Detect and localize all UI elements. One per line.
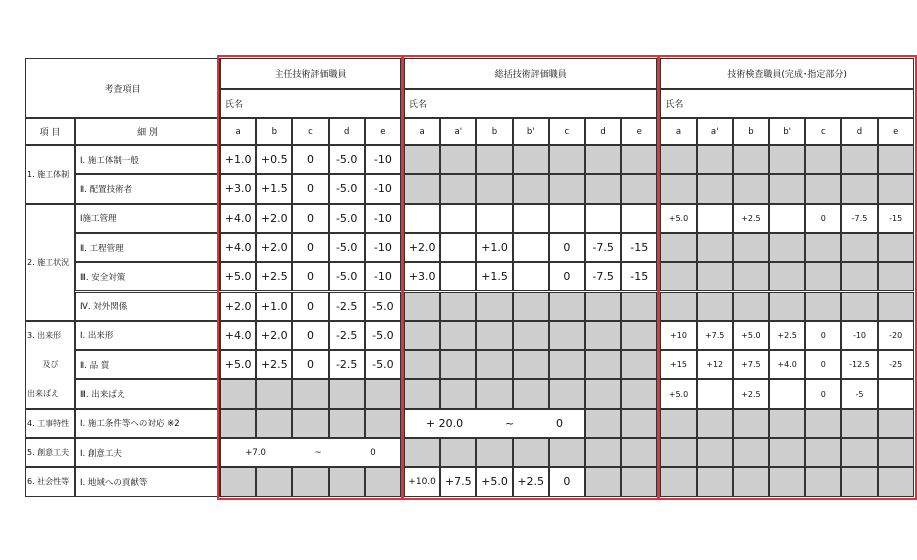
- score-cell: +5.0: [220, 350, 256, 379]
- score-cell: 0: [805, 350, 841, 379]
- score-cell: +2.5: [513, 467, 549, 496]
- score-cell: [585, 145, 621, 174]
- score-cell: [769, 204, 805, 233]
- score-cell: +2.0: [256, 321, 292, 350]
- score-cell: [805, 292, 841, 321]
- score-cell: [878, 174, 914, 203]
- score-cell: [621, 292, 657, 321]
- score-cell: [220, 409, 256, 438]
- score-cell: 0: [292, 204, 328, 233]
- item-label: Ⅱ. 品 質: [75, 350, 220, 379]
- score-cell: [733, 292, 769, 321]
- subcol-header: a': [697, 118, 733, 145]
- score-cell: [440, 379, 476, 408]
- score-cell: [769, 467, 805, 496]
- score-cell: [733, 467, 769, 496]
- group-title-1: 主任技術評価職員: [220, 58, 401, 89]
- score-cell: [365, 379, 401, 408]
- subcol-header: c: [292, 118, 328, 145]
- range-cell: [220, 438, 401, 467]
- subcol-header: e: [365, 118, 401, 145]
- score-cell: [805, 262, 841, 291]
- score-cell: -15: [621, 233, 657, 262]
- item-label: Ⅲ. 出来ばえ: [75, 379, 220, 408]
- score-cell: -5.0: [365, 350, 401, 379]
- score-cell: -5.0: [329, 233, 365, 262]
- score-cell: [769, 438, 805, 467]
- range-part: ~: [314, 447, 322, 458]
- score-cell: [878, 438, 914, 467]
- score-cell: [697, 379, 733, 408]
- score-cell: [440, 350, 476, 379]
- score-cell: [878, 145, 914, 174]
- group-shimei-2: 氏名: [404, 89, 657, 118]
- score-cell: [805, 409, 841, 438]
- score-cell: [621, 321, 657, 350]
- score-cell: -2.5: [329, 292, 365, 321]
- score-cell: [549, 350, 585, 379]
- item-label: Ⅰ. 地域への貢献等: [75, 467, 220, 496]
- score-cell: [621, 174, 657, 203]
- score-cell: [292, 467, 328, 496]
- score-cell: [621, 438, 657, 467]
- score-cell: [365, 409, 401, 438]
- score-cell: [878, 292, 914, 321]
- score-cell: [769, 145, 805, 174]
- score-cell: -7.5: [585, 233, 621, 262]
- score-cell: -20: [878, 321, 914, 350]
- header-koumoku: 項 目: [25, 118, 75, 145]
- score-cell: -5.0: [329, 262, 365, 291]
- score-cell: [841, 292, 877, 321]
- score-cell: [878, 379, 914, 408]
- score-cell: [769, 409, 805, 438]
- score-cell: [769, 174, 805, 203]
- score-cell: +5.0: [660, 204, 696, 233]
- score-cell: [440, 292, 476, 321]
- score-cell: -2.5: [329, 321, 365, 350]
- score-cell: [404, 321, 440, 350]
- score-cell: +2.0: [256, 204, 292, 233]
- score-cell: -5.0: [329, 174, 365, 203]
- score-cell: [513, 438, 549, 467]
- score-cell: [220, 379, 256, 408]
- score-cell: [733, 174, 769, 203]
- score-cell: 0: [292, 262, 328, 291]
- category-label: 4. 工事特性: [25, 409, 75, 438]
- item-label: Ⅳ. 対外関係: [75, 292, 220, 321]
- score-cell: 0: [805, 204, 841, 233]
- score-cell: [476, 379, 512, 408]
- score-cell: +3.0: [404, 262, 440, 291]
- score-cell: [841, 233, 877, 262]
- item-label: Ⅰ. 施工条件等への対応 ※2: [75, 409, 220, 438]
- item-label: Ⅱ. 配置技術者: [75, 174, 220, 203]
- score-cell: [404, 350, 440, 379]
- score-cell: 0: [292, 350, 328, 379]
- score-cell: [513, 321, 549, 350]
- score-cell: +5.0: [733, 321, 769, 350]
- score-cell: [440, 145, 476, 174]
- subcol-header: b: [476, 118, 512, 145]
- score-cell: [697, 262, 733, 291]
- score-cell: [585, 321, 621, 350]
- score-cell: [805, 145, 841, 174]
- subcol-header: d: [841, 118, 877, 145]
- score-cell: [549, 321, 585, 350]
- score-cell: [660, 409, 696, 438]
- score-cell: [878, 262, 914, 291]
- subcol-header: b: [256, 118, 292, 145]
- score-cell: [513, 233, 549, 262]
- score-cell: [292, 379, 328, 408]
- item-label: Ⅲ. 安全対策: [75, 262, 220, 291]
- score-cell: -2.5: [329, 350, 365, 379]
- score-cell: [585, 409, 621, 438]
- score-cell: +4.0: [769, 350, 805, 379]
- score-cell: [476, 321, 512, 350]
- subcol-header: a: [220, 118, 256, 145]
- range-part: +7.0: [245, 447, 266, 458]
- group-title-2: 総括技術評価職員: [404, 58, 657, 89]
- subcol-header: d: [329, 118, 365, 145]
- score-cell: 0: [292, 233, 328, 262]
- score-cell: 0: [292, 321, 328, 350]
- score-cell: [513, 379, 549, 408]
- category-label: 1. 施工体制: [25, 145, 75, 204]
- score-cell: [440, 204, 476, 233]
- score-cell: [329, 409, 365, 438]
- score-cell: [585, 292, 621, 321]
- score-cell: [513, 145, 549, 174]
- score-cell: [841, 467, 877, 496]
- header-kosa-koumoku: 考査項目: [25, 58, 220, 118]
- range-part: + 20.0: [425, 416, 464, 430]
- score-cell: [697, 292, 733, 321]
- score-cell: -15: [621, 262, 657, 291]
- score-cell: [841, 409, 877, 438]
- score-cell: [404, 145, 440, 174]
- subcol-header: a: [660, 118, 696, 145]
- category-label: 6. 社会性等: [25, 467, 75, 496]
- score-cell: -7.5: [585, 262, 621, 291]
- score-cell: [878, 467, 914, 496]
- score-cell: [697, 467, 733, 496]
- score-cell: [549, 204, 585, 233]
- score-cell: +1.5: [476, 262, 512, 291]
- score-cell: [660, 262, 696, 291]
- score-cell: [660, 467, 696, 496]
- score-cell: [440, 438, 476, 467]
- score-cell: [660, 438, 696, 467]
- score-cell: [585, 204, 621, 233]
- score-cell: [585, 350, 621, 379]
- score-cell: +2.0: [220, 292, 256, 321]
- score-cell: [440, 174, 476, 203]
- score-cell: +5.0: [660, 379, 696, 408]
- score-cell: -7.5: [841, 204, 877, 233]
- score-cell: -5.0: [329, 204, 365, 233]
- score-cell: -5: [841, 379, 877, 408]
- score-cell: [621, 379, 657, 408]
- score-cell: [404, 379, 440, 408]
- score-cell: [404, 174, 440, 203]
- score-cell: [513, 262, 549, 291]
- score-cell: [697, 174, 733, 203]
- score-cell: [697, 145, 733, 174]
- score-cell: +2.5: [256, 350, 292, 379]
- score-cell: +2.5: [733, 204, 769, 233]
- score-cell: [841, 174, 877, 203]
- score-cell: [476, 145, 512, 174]
- score-cell: [513, 350, 549, 379]
- score-cell: [621, 204, 657, 233]
- score-cell: [585, 379, 621, 408]
- score-cell: +7.5: [733, 350, 769, 379]
- score-cell: +1.0: [220, 145, 256, 174]
- subcol-header: a': [440, 118, 476, 145]
- score-cell: -15: [878, 204, 914, 233]
- score-cell: +1.5: [256, 174, 292, 203]
- score-cell: [220, 467, 256, 496]
- score-cell: -10: [365, 262, 401, 291]
- score-cell: [621, 350, 657, 379]
- item-label: Ⅰ. 施工体制一般: [75, 145, 220, 174]
- score-cell: [805, 174, 841, 203]
- score-cell: +2.0: [404, 233, 440, 262]
- score-cell: +0.5: [256, 145, 292, 174]
- score-cell: [365, 467, 401, 496]
- score-cell: [878, 409, 914, 438]
- score-cell: [733, 145, 769, 174]
- score-cell: +5.0: [476, 467, 512, 496]
- score-cell: +12: [697, 350, 733, 379]
- group-shimei-3: 氏名: [660, 89, 913, 118]
- score-cell: [476, 292, 512, 321]
- score-cell: [733, 438, 769, 467]
- score-cell: [256, 409, 292, 438]
- score-cell: -5.0: [365, 321, 401, 350]
- category-label: 2. 施工状況: [25, 204, 75, 321]
- score-cell: +4.0: [220, 321, 256, 350]
- score-cell: 0: [549, 233, 585, 262]
- score-cell: [878, 233, 914, 262]
- score-cell: [841, 145, 877, 174]
- header-saibetsu: 細 別: [75, 118, 220, 145]
- score-cell: 0: [805, 321, 841, 350]
- score-cell: -10: [365, 145, 401, 174]
- score-cell: [805, 467, 841, 496]
- score-cell: [440, 233, 476, 262]
- range-cell: [404, 409, 585, 438]
- score-cell: [513, 174, 549, 203]
- score-cell: [256, 467, 292, 496]
- score-cell: +1.0: [476, 233, 512, 262]
- score-cell: 0: [292, 174, 328, 203]
- item-label: Ⅰ施工管理: [75, 204, 220, 233]
- subcol-header: e: [621, 118, 657, 145]
- score-cell: 0: [292, 292, 328, 321]
- range-part: ~: [504, 416, 515, 430]
- score-cell: +15: [660, 350, 696, 379]
- score-cell: [585, 467, 621, 496]
- score-cell: [697, 233, 733, 262]
- score-cell: -12.5: [841, 350, 877, 379]
- subcol-header: a: [404, 118, 440, 145]
- score-cell: [329, 467, 365, 496]
- score-cell: -10: [365, 174, 401, 203]
- score-cell: [549, 174, 585, 203]
- score-cell: [621, 467, 657, 496]
- score-cell: +10.0: [404, 467, 440, 496]
- score-cell: +2.5: [769, 321, 805, 350]
- score-cell: [513, 204, 549, 233]
- score-cell: [769, 262, 805, 291]
- score-cell: +2.5: [256, 262, 292, 291]
- score-cell: +5.0: [220, 262, 256, 291]
- score-cell: [697, 438, 733, 467]
- score-cell: [769, 233, 805, 262]
- score-cell: [476, 174, 512, 203]
- score-cell: [697, 409, 733, 438]
- score-cell: -5.0: [365, 292, 401, 321]
- score-cell: +3.0: [220, 174, 256, 203]
- score-cell: 0: [549, 467, 585, 496]
- score-cell: +7.5: [440, 467, 476, 496]
- subcol-header: b: [733, 118, 769, 145]
- score-cell: [476, 350, 512, 379]
- score-cell: [476, 438, 512, 467]
- score-cell: [733, 409, 769, 438]
- score-cell: [404, 438, 440, 467]
- item-label: Ⅰ. 出来形: [75, 321, 220, 350]
- score-cell: [440, 262, 476, 291]
- score-cell: -5.0: [329, 145, 365, 174]
- score-cell: +1.0: [256, 292, 292, 321]
- category-label: 及び: [25, 350, 75, 379]
- item-label: Ⅱ. 工程管理: [75, 233, 220, 262]
- score-cell: [621, 409, 657, 438]
- group-title-3: 技術検査職員(完成･指定部分): [660, 58, 913, 89]
- score-cell: [549, 379, 585, 408]
- group-shimei-1: 氏名: [220, 89, 401, 118]
- score-cell: [292, 409, 328, 438]
- range-part: 0: [556, 416, 564, 430]
- score-cell: [256, 379, 292, 408]
- category-label: 出来ばえ: [25, 379, 75, 408]
- score-cell: [476, 204, 512, 233]
- score-cell: 0: [549, 262, 585, 291]
- score-cell: [440, 321, 476, 350]
- score-cell: [841, 438, 877, 467]
- subcol-header: e: [878, 118, 914, 145]
- score-cell: [660, 233, 696, 262]
- category-label: 5. 創意工夫: [25, 438, 75, 467]
- score-cell: -10: [365, 204, 401, 233]
- score-cell: +4.0: [220, 233, 256, 262]
- subcol-header: d: [585, 118, 621, 145]
- score-cell: [769, 379, 805, 408]
- score-cell: [660, 145, 696, 174]
- score-cell: +4.0: [220, 204, 256, 233]
- score-cell: [805, 438, 841, 467]
- subcol-header: c: [805, 118, 841, 145]
- score-cell: [841, 262, 877, 291]
- score-cell: [549, 145, 585, 174]
- score-cell: [329, 379, 365, 408]
- item-label: Ⅰ. 創意工夫: [75, 438, 220, 467]
- category-label: 3. 出来形: [25, 321, 75, 350]
- subcol-header: b': [513, 118, 549, 145]
- subcol-header: b': [769, 118, 805, 145]
- score-cell: [549, 292, 585, 321]
- score-cell: [585, 174, 621, 203]
- score-cell: +7.5: [697, 321, 733, 350]
- score-cell: [513, 292, 549, 321]
- score-cell: -25: [878, 350, 914, 379]
- score-cell: [733, 262, 769, 291]
- score-cell: [697, 204, 733, 233]
- score-cell: [621, 145, 657, 174]
- score-cell: [769, 292, 805, 321]
- score-cell: [549, 438, 585, 467]
- score-cell: [660, 174, 696, 203]
- score-cell: [660, 292, 696, 321]
- range-part: 0: [370, 447, 376, 458]
- score-cell: 0: [292, 145, 328, 174]
- score-cell: 0: [805, 379, 841, 408]
- score-cell: +2.5: [733, 379, 769, 408]
- score-cell: -10: [365, 233, 401, 262]
- score-cell: [805, 233, 841, 262]
- score-cell: -10: [841, 321, 877, 350]
- score-cell: [733, 233, 769, 262]
- score-cell: +10: [660, 321, 696, 350]
- subcol-header: c: [549, 118, 585, 145]
- score-cell: +2.0: [256, 233, 292, 262]
- score-cell: [404, 204, 440, 233]
- score-cell: [585, 438, 621, 467]
- score-cell: [404, 292, 440, 321]
